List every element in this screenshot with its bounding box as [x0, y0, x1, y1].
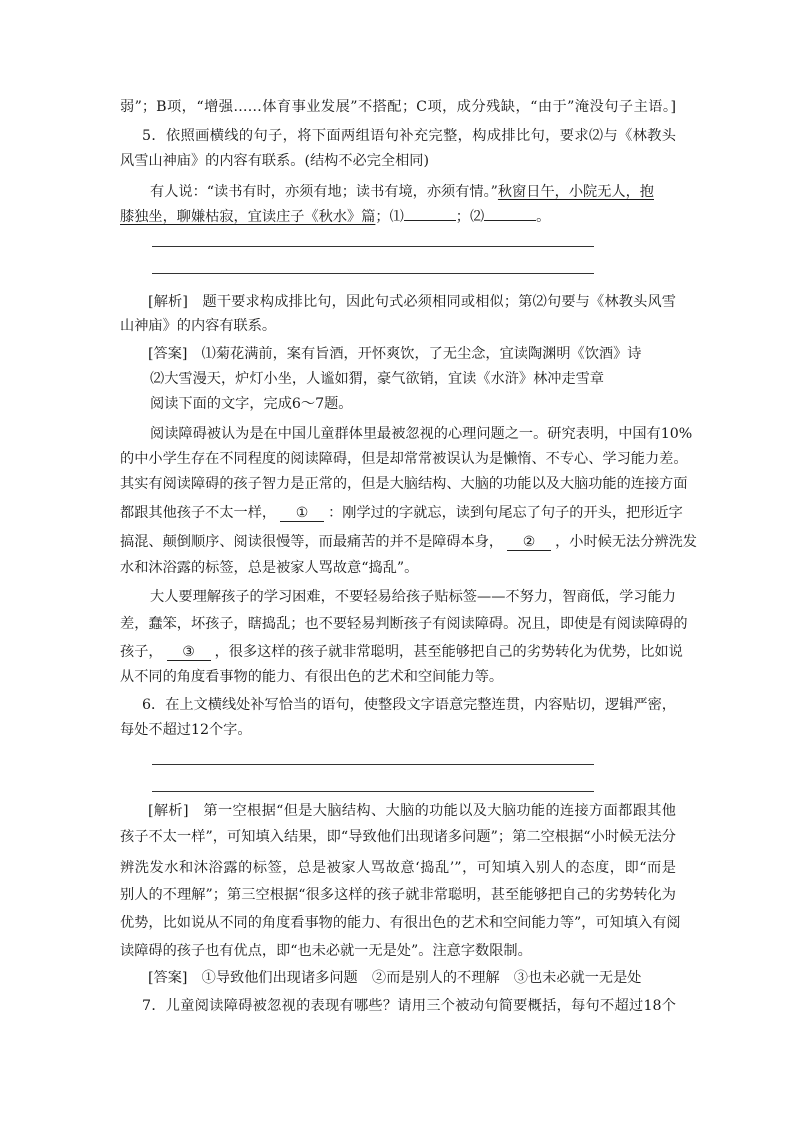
blank-label-2: ；⑵	[455, 209, 485, 225]
passage-line	[120, 532, 697, 552]
text-line: 山神庙》的内容有联系。	[120, 318, 277, 334]
passage-line: 大人要理解孩子的学习困难，不要轻易给孩子贴标签——不努力，智商低，学习能力	[150, 589, 676, 605]
answer-line[interactable]	[152, 791, 594, 792]
question-6: 6．在上文横线处补写恰当的语句，使整段文字语意完整连贯，内容贴切，逻辑严密，	[142, 697, 676, 713]
answer-blank-2[interactable]	[484, 220, 536, 221]
passage-line: 阅读障碍被认为是在中国儿童群体里最被忽视的心理问题之一。研究表明，中国有10%	[150, 426, 693, 442]
question-6-line2: 每处不超过12个字。	[120, 722, 252, 738]
question-5-stem	[150, 182, 676, 202]
answer-6: [答案] ①导致他们出现诸多问题 ②而是别人的不理解 ③也未必就一无是处	[148, 970, 642, 986]
passage-line	[120, 503, 683, 523]
analysis-line: 读障碍的孩子也有优点，即“也未必就一无是处”。注意字数限制。	[120, 943, 532, 959]
blank-3[interactable]: ③	[167, 644, 211, 661]
answer-5-line2: ⑵大雪漫天，炉灯小坐，人谧如猬，豪气欲销，宜读《水浒》林冲走雪章	[150, 371, 605, 387]
passage-line: 其实有阅读障碍的孩子智力是正常的，但是大脑结构、大脑的功能以及大脑功能的连接方面	[120, 476, 688, 492]
blank-label-1: ；⑴	[375, 209, 404, 225]
passage-line: 的中小学生存在不同程度的阅读障碍，但是却常常被误认为是懒惰、不专心、学习能力差。	[120, 451, 688, 467]
passage-line	[120, 642, 683, 662]
analysis-line: 孩子不太一样”，可知填入结果，即“导致他们出现诸多问题”；第二空根据“小时候无法分	[120, 829, 676, 845]
analysis-5: [解析] 题干要求构成排比句，因此句式必须相同或相似；第⑵句要与《林教头风雪	[148, 294, 676, 310]
underlined-sentence: 膝独坐，聊嫌枯寂，宜读庄子《秋水》篇	[120, 209, 376, 225]
answer-5: [答案] ⑴菊花满前，案有旨酒，开怀爽饮，了无尘念，宜读陶渊明《饮酒》诗	[148, 346, 642, 362]
analysis-line: 辨洗发水和沐浴露的标签，总是被家人骂故意‘捣乱’”，可知填入别人的态度，即“而是	[120, 860, 676, 876]
answer-line[interactable]	[152, 273, 594, 274]
blank-2[interactable]: ②	[507, 534, 551, 551]
question-5-stem-cont	[120, 207, 676, 227]
answer-line[interactable]	[152, 764, 594, 765]
analysis-line: 别人的不理解”；第三空根据“很多这样的孩子就非常聪明，甚至能够把自己的劣势转化为	[120, 887, 676, 903]
answer-line[interactable]	[152, 246, 594, 247]
passage-line: 水和沐浴露的标签，总是被家人骂故意“捣乱”。	[120, 560, 419, 576]
passage-text: ，很多这样的孩子就非常聪明，甚至能够把自己的劣势转化为优势，比如说	[214, 644, 683, 660]
passage-line: 差，蠢笨，坏孩子，瞎捣乱；也不要轻易判断孩子有阅读障碍。况且，即使是有阅读障碍的	[120, 616, 688, 632]
blank-1[interactable]: ①	[280, 505, 324, 522]
passage-text: ：刚学过的字就忘，读到句尾忘了句子的开头，把形近字	[328, 505, 683, 521]
passage-text: 孩子，	[120, 644, 163, 660]
text-line: 弱”；B项，“增强……体育事业发展”不搭配；C项，成分残缺，“由于”淹没句子主语。]	[120, 99, 676, 115]
underlined-sentence: 秋窗日午，小院无人，抱	[497, 184, 654, 200]
analysis-line: 优势，比如说从不同的角度看事物的能力、有很出色的艺术和空间能力等”，可知填入有阅	[120, 915, 681, 931]
passage-line: 从不同的角度看事物的能力、有很出色的艺术和空间能力等。	[120, 669, 504, 685]
reading-intro: 阅读下面的文字，完成6～7题。	[150, 396, 353, 412]
stem-text: 有人说：“读书有时，亦须有地；读书有境，亦须有情。”	[150, 184, 498, 200]
passage-text: 搞混、颠倒顺序、阅读很慢等，而最痛苦的并不是障碍本身，	[120, 534, 504, 550]
passage-text: ，小时候无法分辨洗发	[555, 534, 697, 550]
punctuation: 。	[536, 209, 551, 225]
question-7: 7．儿童阅读障碍被忽视的表现有哪些？请用三个被动句简要概括，每句不超过18个	[142, 998, 676, 1014]
passage-text: 都跟其他孩子不太一样，	[120, 505, 277, 521]
text-line: 风雪山神庙》的内容有联系。(结构不必完全相同)	[120, 153, 430, 169]
question-5: 5．依照画横线的句子，将下面两组语句补充完整，构成排比句，要求⑵与《林教头	[142, 128, 676, 144]
answer-blank-1[interactable]	[404, 220, 456, 221]
analysis-6: [解析] 第一空根据“但是大脑结构、大脑的功能以及大脑功能的连接方面都跟其他	[148, 803, 676, 819]
